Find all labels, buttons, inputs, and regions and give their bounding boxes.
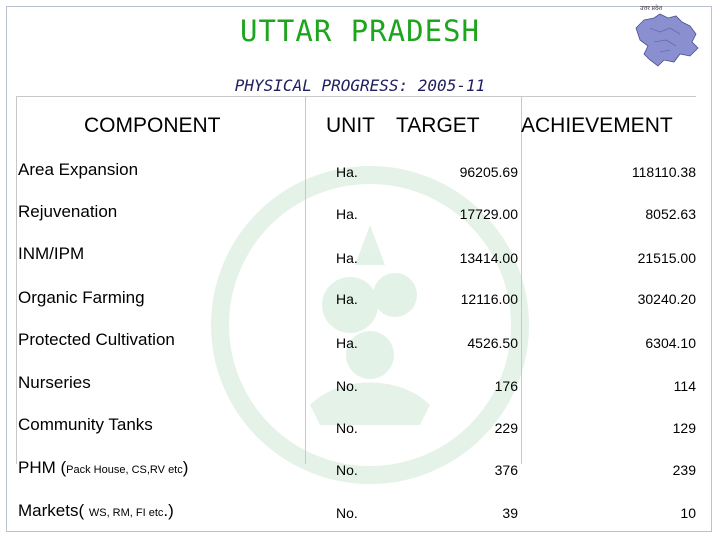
achievement-cell: 129 (672, 420, 696, 436)
unit-cell: Ha. (336, 250, 358, 266)
achievement-cell: 21515.00 (637, 250, 696, 266)
component-detail: WS, RM, FI etc (88, 507, 164, 519)
target-cell: 376 (494, 462, 518, 478)
table-top-border (16, 96, 696, 97)
page-title: UTTAR PRADESH (240, 14, 480, 48)
header-unit: UNIT (326, 114, 375, 137)
target-cell: 39 (502, 505, 518, 521)
target-cell: 176 (494, 378, 518, 394)
target-cell: 17729.00 (459, 206, 518, 222)
unit-cell: No. (336, 420, 358, 436)
table-row (0, 288, 720, 330)
component-cell: INM/IPM (18, 244, 85, 263)
component-cell (18, 458, 188, 478)
component-cell: Protected Cultivation (18, 330, 175, 349)
target-cell: 4526.50 (467, 335, 518, 351)
unit-cell: Ha. (336, 335, 358, 351)
header-component: COMPONENT (84, 114, 221, 137)
component-cell: Nurseries (18, 373, 91, 392)
target-cell: 96205.69 (459, 164, 518, 180)
target-cell: 12116.00 (460, 291, 518, 307)
unit-cell: Ha. (336, 164, 358, 180)
unit-cell: No. (336, 505, 358, 521)
target-cell: 13414.00 (459, 250, 518, 266)
achievement-cell: 118110.38 (631, 164, 696, 180)
page-subtitle: PHYSICAL PROGRESS: 2005-11 (234, 76, 486, 95)
header-target: TARGET (396, 114, 480, 137)
target-cell: 229 (494, 420, 518, 436)
achievement-cell: 8052.63 (645, 206, 696, 222)
unit-cell: No. (336, 378, 358, 394)
achievement-cell: 6304.10 (645, 335, 696, 351)
component-cell: Area Expansion (18, 160, 139, 179)
component-text-end: .) (163, 501, 174, 520)
component-cell: Organic Farming (18, 288, 145, 307)
component-cell: Community Tanks (18, 415, 153, 434)
table-row (0, 244, 720, 286)
table-row (0, 501, 720, 543)
component-text: Markets( (18, 501, 89, 520)
component-cell (18, 501, 174, 521)
achievement-cell: 30240.20 (637, 291, 696, 307)
component-cell: Rejuvenation (18, 202, 118, 221)
header-achievement: ACHIEVEMENT (521, 114, 673, 137)
unit-cell: Ha. (336, 291, 358, 307)
component-text-end: ) (182, 458, 189, 477)
unit-cell: No. (336, 462, 358, 478)
table-row (0, 160, 720, 202)
table-row (0, 202, 720, 244)
achievement-cell: 239 (672, 462, 696, 478)
map-caption: उत्तर प्रदेश (640, 6, 663, 12)
table-row (0, 458, 720, 500)
achievement-cell: 114 (673, 378, 696, 394)
unit-cell: Ha. (336, 206, 358, 222)
component-detail: Pack House, CS,RV etc (66, 464, 183, 476)
component-text: PHM ( (18, 458, 67, 477)
achievement-cell: 10 (680, 505, 696, 521)
table-row (0, 415, 720, 457)
table-row (0, 330, 720, 372)
table-row (0, 373, 720, 415)
